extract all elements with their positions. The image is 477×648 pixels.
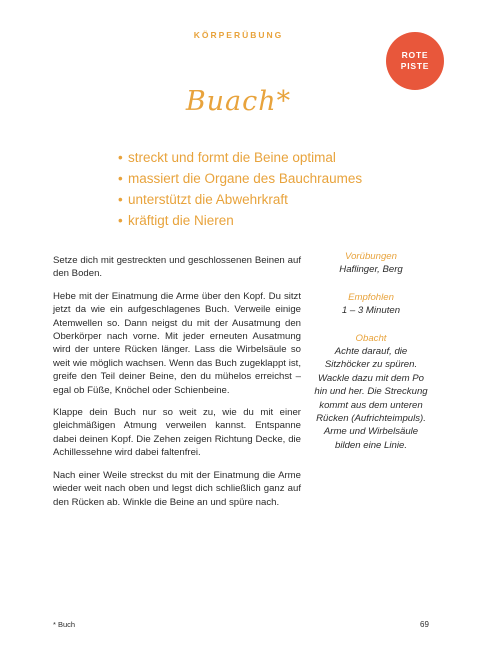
footnote: * Buch bbox=[53, 620, 76, 629]
recommended-block bbox=[314, 291, 428, 318]
instructions-body bbox=[53, 254, 301, 518]
preparation-label: Vorübungen bbox=[345, 251, 397, 262]
benefit-item: • streckt und formt die Beine optimal bbox=[118, 147, 362, 168]
benefit-item: • kräftigt die Nieren bbox=[118, 210, 362, 231]
benefit-item: • massiert die Organe des Bauchraumes bbox=[118, 168, 362, 189]
difficulty-badge bbox=[386, 32, 444, 90]
bullet-icon: • bbox=[118, 150, 123, 165]
preparation-value: Haflinger, Berg bbox=[339, 264, 403, 276]
page-number: 69 bbox=[420, 620, 429, 629]
recommended-value: 1 – 3 Minuten bbox=[341, 305, 401, 317]
paragraph: Hebe mit der Einatmung die Arme über den Kopf. Du sitzt jetzt da wie ein aufgeschlagenes Buch. Verweile einige Atemwellen so. Dann neigst du mit der Ausatmung den Oberkörper nach vorne. Mit jeder erneuten Ausatmung wird der untere Rücken länger. Lass die Wirbelsäule so weit wie möglich wachsen. Wenn das Buch zugeklappt ist, greife den Teil deiner Beine, den du mühelos erreichst – egal ob Füße, Knöchel oder Schienbeine. bbox=[53, 290, 301, 396]
paragraph: Setze dich mit gestreckten und geschlossenen Beinen auf den Boden. bbox=[53, 255, 301, 280]
caution-block bbox=[314, 332, 428, 453]
badge-line-2: PISTE bbox=[400, 61, 430, 71]
badge-line-1: ROTE bbox=[401, 50, 429, 60]
benefit-item: • unterstützt die Abwehrkraft bbox=[118, 189, 362, 210]
bullet-icon: • bbox=[118, 192, 123, 207]
sidebar-notes bbox=[314, 250, 428, 466]
benefits-list bbox=[118, 147, 362, 231]
caution-value: Achte darauf, die Sitzhöcker zu spüren. Wackle dazu mit dem Po hin und her. Die Streckung kommt aus dem unteren Rücken (Aufrichteimpuls). Arme und Wirbelsäule bilden eine Linie. bbox=[314, 346, 428, 451]
section-kicker: KÖRPERÜBUNG bbox=[193, 30, 284, 40]
recommended-label: Empfohlen bbox=[348, 291, 394, 303]
paragraph: Klappe dein Buch nur so weit zu, wie du mit einer gleichmäßigen Atmung verweilen kannst. Entspanne dabei deinen Kopf. Die Zehen zeigen Richtung Decke, die Achillessehne wird dabei faltenfrei. bbox=[53, 407, 301, 459]
exercise-title: Buach* bbox=[185, 86, 292, 117]
bullet-icon: • bbox=[118, 213, 123, 228]
caution-label: Obacht bbox=[355, 332, 387, 344]
paragraph: Nach einer Weile streckst du mit der Einatmung die Arme wieder weit nach oben und legst dich schließlich ganz auf den Rücken ab. Winkle die Beine an und spüre nach. bbox=[53, 469, 301, 508]
bullet-icon: • bbox=[118, 171, 123, 186]
preparation-block bbox=[314, 250, 428, 277]
